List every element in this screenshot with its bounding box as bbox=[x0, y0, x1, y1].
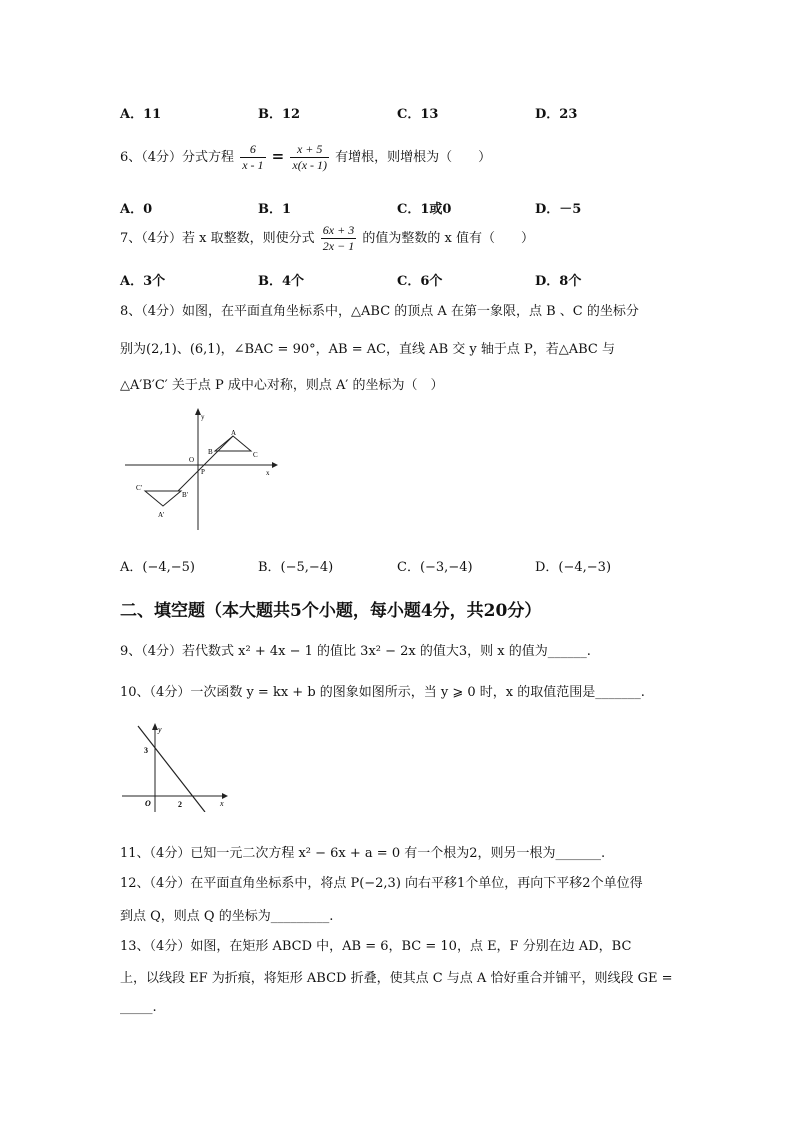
q8-line-2: 别为(2,1)、(6,1)，∠BAC = 90°，AB = AC，直线 AB 交 y 轴于点 P，若△ABC 与 bbox=[120, 342, 616, 357]
q13-line-2: 上，以线段 EF 为折痕，将矩形 ABCD 折叠，使其点 C 与点 A 恰好重合并铺平，则线段 GE = bbox=[120, 971, 673, 986]
q6-option-c: C．1或0 bbox=[397, 202, 452, 217]
q8-option-d: D．(−4,−3) bbox=[535, 560, 612, 575]
q7-suffix: 的值为整数的 x 值有（ ） bbox=[362, 231, 534, 246]
q8-label-a: A bbox=[231, 429, 237, 437]
q7-option-c: C．6个 bbox=[397, 274, 443, 289]
q8-label-c-prime: C' bbox=[136, 484, 142, 492]
q12-line-1: 12、（4分）在平面直角坐标系中，将点 P(−2,3) 向右平移1个单位，再向下平移2个单位得 bbox=[120, 876, 643, 891]
q10-label-y: y bbox=[158, 725, 162, 734]
q8-x-arrow-icon bbox=[272, 462, 278, 468]
q10-label-x: x bbox=[220, 799, 224, 808]
q8-label-b: B bbox=[208, 448, 213, 456]
q7-option-b: B．4个 bbox=[258, 274, 305, 289]
q6-frac1-den: x - 1 bbox=[242, 158, 264, 172]
q8-label-y: y bbox=[201, 413, 205, 421]
q5-option-d: D．23 bbox=[535, 107, 578, 122]
q8-coordinate-figure bbox=[120, 405, 280, 535]
q10-label-o: O bbox=[145, 799, 151, 808]
q8-line-1: 8、（4分）如图，在平面直角坐标系中，△ABC 的顶点 A 在第一象限，点 B 、C 的坐标分 bbox=[120, 304, 639, 319]
q8-label-c: C bbox=[253, 451, 258, 459]
q8-label-a-prime: A' bbox=[158, 511, 165, 519]
q8-option-b: B．(−5,−4) bbox=[258, 560, 334, 575]
q13-line-1: 13、（4分）如图，在矩形 ABCD 中，AB = 6，BC = 10，点 E，F 分别在边 AD，BC bbox=[120, 939, 632, 954]
q8-option-c: C．(−3,−4) bbox=[397, 560, 473, 575]
q6-frac2-num: x + 5 bbox=[290, 142, 329, 158]
q6-option-b: B．1 bbox=[258, 202, 292, 217]
q7-frac-num: 6x + 3 bbox=[322, 223, 355, 237]
q6-prefix: 6、（4分）分式方程 bbox=[120, 150, 235, 165]
q5-option-b: B．12 bbox=[258, 107, 301, 122]
q10-question: 10、（4分）一次函数 y = kx + b 的图象如图所示，当 y ⩾ 0 时，x 的取值范围是_______. bbox=[120, 685, 645, 700]
q7-question bbox=[120, 223, 534, 254]
q7-fraction bbox=[321, 223, 356, 254]
q8-label-p: P bbox=[201, 468, 205, 476]
q12-line-2: 到点 Q，则点 Q 的坐标为_________. bbox=[120, 909, 334, 924]
q8-line-ab bbox=[178, 436, 233, 491]
q6-suffix: 有增根，则增根为（ ） bbox=[335, 150, 492, 165]
q8-label-b-prime: B' bbox=[182, 491, 188, 499]
q6-option-d: D．－5 bbox=[535, 202, 582, 217]
q10-label-3: 3 bbox=[144, 746, 148, 755]
q6-frac1-num: 6 bbox=[240, 142, 265, 158]
q7-prefix: 7、（4分）若 x 取整数，则使分式 bbox=[120, 231, 315, 246]
q5-option-c: C．13 bbox=[397, 107, 439, 122]
q6-frac2-den: x(x - 1) bbox=[292, 158, 328, 172]
q6-fraction-2 bbox=[290, 142, 329, 173]
section-2-heading: 二、填空题（本大题共5个小题，每小题4分，共20分） bbox=[120, 601, 542, 621]
q8-triangle-a2b2c2 bbox=[145, 491, 181, 506]
q13-line-3: _____. bbox=[120, 1000, 157, 1015]
q11-question: 11、（4分）已知一元二次方程 x² − 6x + a = 0 有一个根为2，则另一根为_______. bbox=[120, 846, 606, 861]
q6-option-a: A．0 bbox=[120, 202, 153, 217]
q6-equals: = bbox=[271, 147, 285, 165]
q7-option-d: D．8个 bbox=[535, 274, 582, 289]
q8-label-x: x bbox=[266, 469, 270, 477]
q7-option-a: A．3个 bbox=[120, 274, 166, 289]
q8-label-o: O bbox=[189, 456, 195, 464]
q8-option-a: A．(−4,−5) bbox=[120, 560, 195, 575]
q10-label-2: 2 bbox=[178, 800, 182, 809]
q6-question bbox=[120, 142, 491, 173]
q9-question: 9、（4分）若代数式 x² + 4x − 1 的值比 3x² − 2x 的值大3，则 x 的值为______. bbox=[120, 644, 591, 659]
q6-fraction-1 bbox=[240, 142, 265, 173]
q7-frac-den: 2x − 1 bbox=[322, 239, 355, 253]
q10-line-graph-figure bbox=[118, 720, 230, 812]
q5-option-a: A．11 bbox=[120, 107, 162, 122]
q8-line-3: △A′B′C′ 关于点 P 成中心对称，则点 A′ 的坐标为（ ） bbox=[120, 378, 444, 393]
